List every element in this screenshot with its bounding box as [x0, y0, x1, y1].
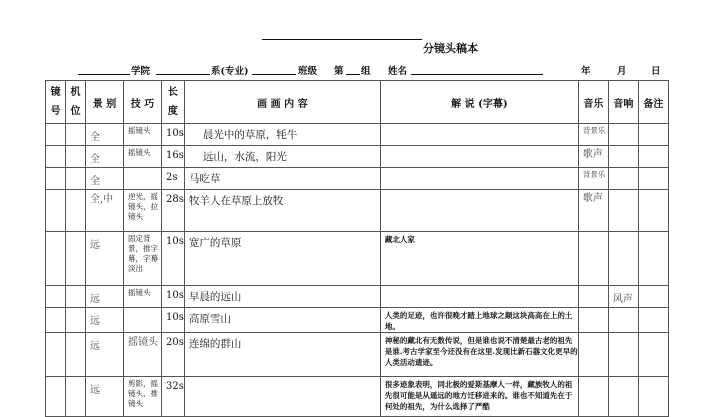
- month-label: 月: [617, 66, 627, 77]
- group-blank: [346, 74, 360, 75]
- length-cell: 32s: [162, 377, 185, 417]
- col-length: 长 度: [162, 81, 185, 124]
- col-scene-type: 景 别: [86, 81, 124, 124]
- title-underline: [262, 39, 422, 40]
- sound-cell: [608, 146, 638, 168]
- technique-cell: 摇镜头: [124, 286, 162, 308]
- narration-cell: 神秘的藏北有无数传说，但是谁也说不清楚最古老的祖先是谁.考古学家至今还没有在这里.发现比新石器文化更早的人类活动遗迹。: [380, 333, 578, 377]
- camera-cell: [66, 333, 86, 377]
- narration-cell: 人类的足迹，也许很晚才踏上地球之颠这块高高在上的土地。: [380, 308, 578, 333]
- shot-number-cell: [46, 146, 66, 168]
- camera-cell: [66, 377, 86, 417]
- picture-cell: 远山，水流，阳光: [184, 146, 380, 168]
- notes-cell: [638, 308, 668, 333]
- camera-cell: [66, 232, 86, 286]
- music-cell: [578, 308, 608, 333]
- technique-cell: [124, 168, 162, 190]
- scene-cell: 远: [86, 377, 124, 417]
- col-notes: 备注: [638, 81, 668, 124]
- table-row: [46, 308, 669, 333]
- camera-cell: [66, 308, 86, 333]
- scene-cell: 远: [86, 286, 124, 308]
- scene-cell: 全: [86, 124, 124, 146]
- technique-cell: 摇镜头: [124, 146, 162, 168]
- shot-number-cell: [46, 377, 66, 417]
- notes-cell: [638, 286, 668, 308]
- table-row: [46, 168, 669, 190]
- department-blank: [156, 74, 210, 75]
- picture-cell: 早晨的远山: [184, 286, 380, 308]
- col-picture-content: 画 画 内 容: [184, 81, 380, 124]
- narration-cell: [380, 190, 578, 232]
- shot-number-cell: [46, 190, 66, 232]
- length-cell: 2s: [162, 168, 185, 190]
- storyboard-table: [45, 80, 669, 417]
- sound-cell: [608, 232, 638, 286]
- sound-cell: [608, 333, 638, 377]
- class-blank: [252, 74, 296, 75]
- picture-cell: 宽广的草原: [184, 232, 380, 286]
- narration-cell: [380, 286, 578, 308]
- group-prefix: 第: [334, 66, 344, 77]
- shot-number-cell: [46, 168, 66, 190]
- technique-cell: 剪影，摇镜头，推镜头: [124, 377, 162, 417]
- table-row: [46, 377, 669, 417]
- col-shot-number: 镜 号: [46, 81, 66, 124]
- music-cell: 背景乐: [578, 124, 608, 146]
- length-cell: 10s: [162, 286, 185, 308]
- music-cell: [578, 286, 608, 308]
- sound-cell: [608, 124, 638, 146]
- notes-cell: [638, 232, 668, 286]
- page-title: 分镜头稿本: [423, 42, 478, 55]
- music-cell: 背景乐: [578, 168, 608, 190]
- notes-cell: [638, 190, 668, 232]
- shot-number-cell: [46, 286, 66, 308]
- length-cell: 10s: [162, 308, 185, 333]
- music-cell: [578, 333, 608, 377]
- music-cell: [578, 377, 608, 417]
- college-blank: [78, 74, 130, 75]
- scene-cell: 全: [86, 168, 124, 190]
- picture-cell: 高原雪山: [184, 308, 380, 333]
- table-row: [46, 286, 669, 308]
- scene-cell: 远: [86, 308, 124, 333]
- narration-cell: 藏北人家: [380, 232, 578, 286]
- picture-cell: 连绵的群山: [184, 333, 380, 377]
- music-cell: 歌声: [578, 190, 608, 232]
- college-label: 学院: [131, 66, 151, 77]
- scene-cell: 全,中: [86, 190, 124, 232]
- music-cell: 歌声: [578, 146, 608, 168]
- narration-cell: [380, 124, 578, 146]
- length-cell: 28s: [162, 190, 185, 232]
- picture-cell: [184, 377, 380, 417]
- sound-cell: 风声: [608, 286, 638, 308]
- technique-cell: 固定背景，推字幕，字幕淡出: [124, 232, 162, 286]
- shot-number-cell: [46, 308, 66, 333]
- sound-cell: [608, 308, 638, 333]
- col-sound: 音响: [608, 81, 638, 124]
- sound-cell: [608, 377, 638, 417]
- notes-cell: [638, 377, 668, 417]
- department-label: 系(专业): [211, 66, 249, 77]
- class-label: 班级: [298, 66, 318, 77]
- notes-cell: [638, 146, 668, 168]
- scene-cell: 远: [86, 232, 124, 286]
- technique-cell: 摇镜头: [124, 124, 162, 146]
- camera-cell: [66, 286, 86, 308]
- day-label: 日: [651, 66, 661, 77]
- table-row: [46, 232, 669, 286]
- sound-cell: [608, 190, 638, 232]
- camera-cell: [66, 124, 86, 146]
- notes-cell: [638, 168, 668, 190]
- narration-cell: 很多迹象表明，同北极的爱斯基摩人一样，藏族牧人的祖先很可能是从遥远的地方迁移进来的。谁也不知道先在于何处的祖先，为什么选择了严酷: [380, 377, 578, 417]
- length-cell: 10s: [162, 124, 185, 146]
- camera-cell: [66, 146, 86, 168]
- shot-number-cell: [46, 333, 66, 377]
- camera-cell: [66, 168, 86, 190]
- col-narration: 解 说 (字幕): [380, 81, 578, 124]
- length-cell: 16s: [162, 146, 185, 168]
- notes-cell: [638, 124, 668, 146]
- narration-cell: [380, 146, 578, 168]
- table-row: [46, 190, 669, 232]
- length-cell: 10s: [162, 232, 185, 286]
- technique-cell: 摇镜头: [124, 333, 162, 377]
- scene-cell: 远: [86, 333, 124, 377]
- narration-cell: [380, 168, 578, 190]
- music-cell: [578, 232, 608, 286]
- table-row: [46, 333, 669, 377]
- header-row: [46, 81, 669, 124]
- technique-cell: [124, 308, 162, 333]
- scene-cell: 全: [86, 146, 124, 168]
- camera-cell: [66, 190, 86, 232]
- col-camera-position: 机 位: [66, 81, 86, 124]
- year-label: 年: [581, 66, 591, 77]
- picture-cell: 马吃草: [184, 168, 380, 190]
- notes-cell: [638, 333, 668, 377]
- group-suffix: 组: [361, 66, 371, 77]
- picture-cell: 晨光中的草原，牦牛: [184, 124, 380, 146]
- col-music: 音乐: [578, 81, 608, 124]
- technique-cell: 逆光，摇镜头，拉镜头: [124, 190, 162, 232]
- picture-cell: 牧羊人在草原上放牧: [184, 190, 380, 232]
- shot-number-cell: [46, 124, 66, 146]
- col-technique: 技 巧: [124, 81, 162, 124]
- length-cell: 20s: [162, 333, 185, 377]
- table-row: [46, 146, 669, 168]
- name-blank: [411, 74, 543, 75]
- sound-cell: [608, 168, 638, 190]
- name-label: 姓名: [388, 66, 408, 77]
- table-row: [46, 124, 669, 146]
- shot-number-cell: [46, 232, 66, 286]
